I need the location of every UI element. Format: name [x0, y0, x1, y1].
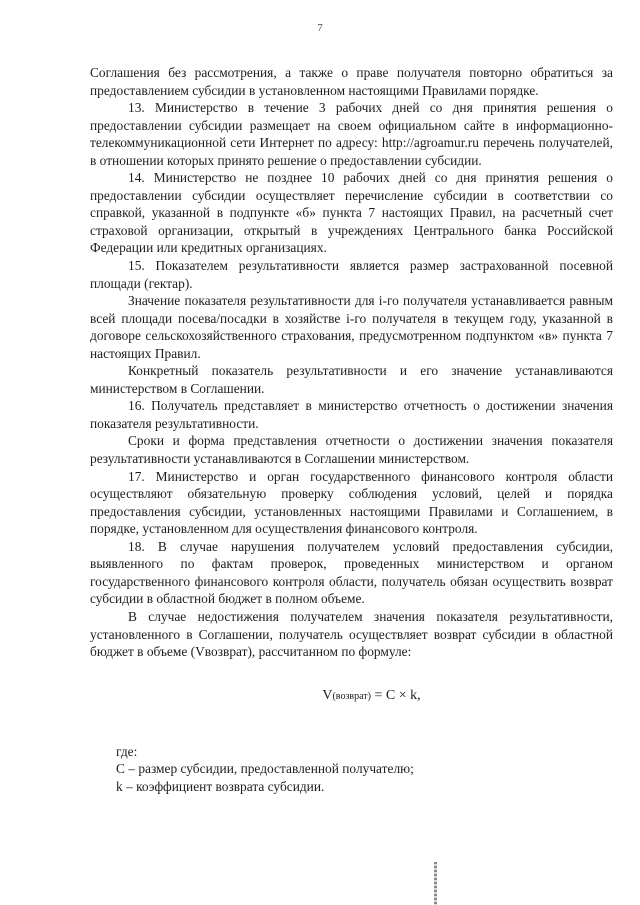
document-body [90, 64, 613, 795]
refund-formula [90, 687, 613, 743]
paragraph-16-terms: Сроки и форма представления отчетности о достижении значения показателя результативности устанавливаются в Соглашении министерством. [90, 433, 613, 467]
paragraph-18-formula-intro: В случае недостижения получателем значения показателя результативности, установленного в Соглашении, получатель осуществляет возврат субсидии в областной бюджет в объеме (Vвозврат), рассчитанном по формуле: [90, 608, 613, 660]
paragraph-13: 13. Министерство в течение 3 рабочих дней со дня принятия решения о предоставлении субсидии размещает на своем официальном сайте в информационно-телекоммуникационной сети Интернет по адресу: http://agroamur.ru перечень получателей, в отношении которых принято решение о предоставлении субсидии. [90, 100, 613, 168]
definition-k: k – коэффициент возврата субсидии. [116, 778, 325, 794]
formula-lhs: V [322, 687, 333, 703]
paragraph-continuation: Соглашения без рассмотрения, а также о праве получателя повторно обратиться за предоставлением субсидии в установленном настоящими Правилами порядке. [90, 65, 613, 98]
paragraph-15-value: Значение показателя результативности для i-го получателя устанавливается равным всей площади посева/посадки в хозяйстве i-го получателя в текущем году, указанной в договоре сельскохозяйственного страхования, предусмотренном подпунктом «в» пункта 7 настоящих Правил. [90, 293, 613, 361]
paragraph-17: 17. Министерство и орган государственного финансового контроля области осуществляют обязательную проверку соблюдения условий, целей и порядка предоставления субсидии, установленных настоящими Правилами и Соглашением, в порядке, установленном для осуществления финансового контроля. [90, 468, 613, 537]
page-number: 7 [317, 22, 323, 34]
definitions-heading: где: [116, 743, 138, 759]
paragraph-15-specific: Конкретный показатель результативности и его значение устанавливаются министерством в Соглашении. [90, 363, 613, 396]
formula-lhs-subscript: (возврат) [332, 690, 372, 702]
paragraph-15: 15. Показателем результативности является размер застрахованной посевной площади (гектар). [90, 258, 613, 291]
paragraph-18: 18. В случае нарушения получателем условий предоставления субсидии, выявленного по фактам проверок, проведенных министерством и органом государственного финансового контроля области, получатель обязан осуществить возврат субсидии в областной бюджет в полном объеме. [90, 538, 613, 607]
paragraph-16: 16. Получатель представляет в министерство отчетность о достижении значения показателя результативности. [90, 398, 613, 431]
paragraph-14: 14. Министерство не позднее 10 рабочих дней со дня принятия решения о предоставлении субсидии осуществляет перечисление субсидии в соответствии со справкой, указанной в подпункте «б» пункта 7 настоящих Правил, на расчетный счет страховой организации, открытый в учреждениях Центрального банка Российской Федерации или кредитных организациях. [90, 170, 613, 256]
scan-artifact-mark [434, 862, 437, 905]
definition-c: C – размер субсидии, предоставленной получателю; [116, 761, 414, 777]
formula-rhs: = C × k, [371, 687, 421, 703]
